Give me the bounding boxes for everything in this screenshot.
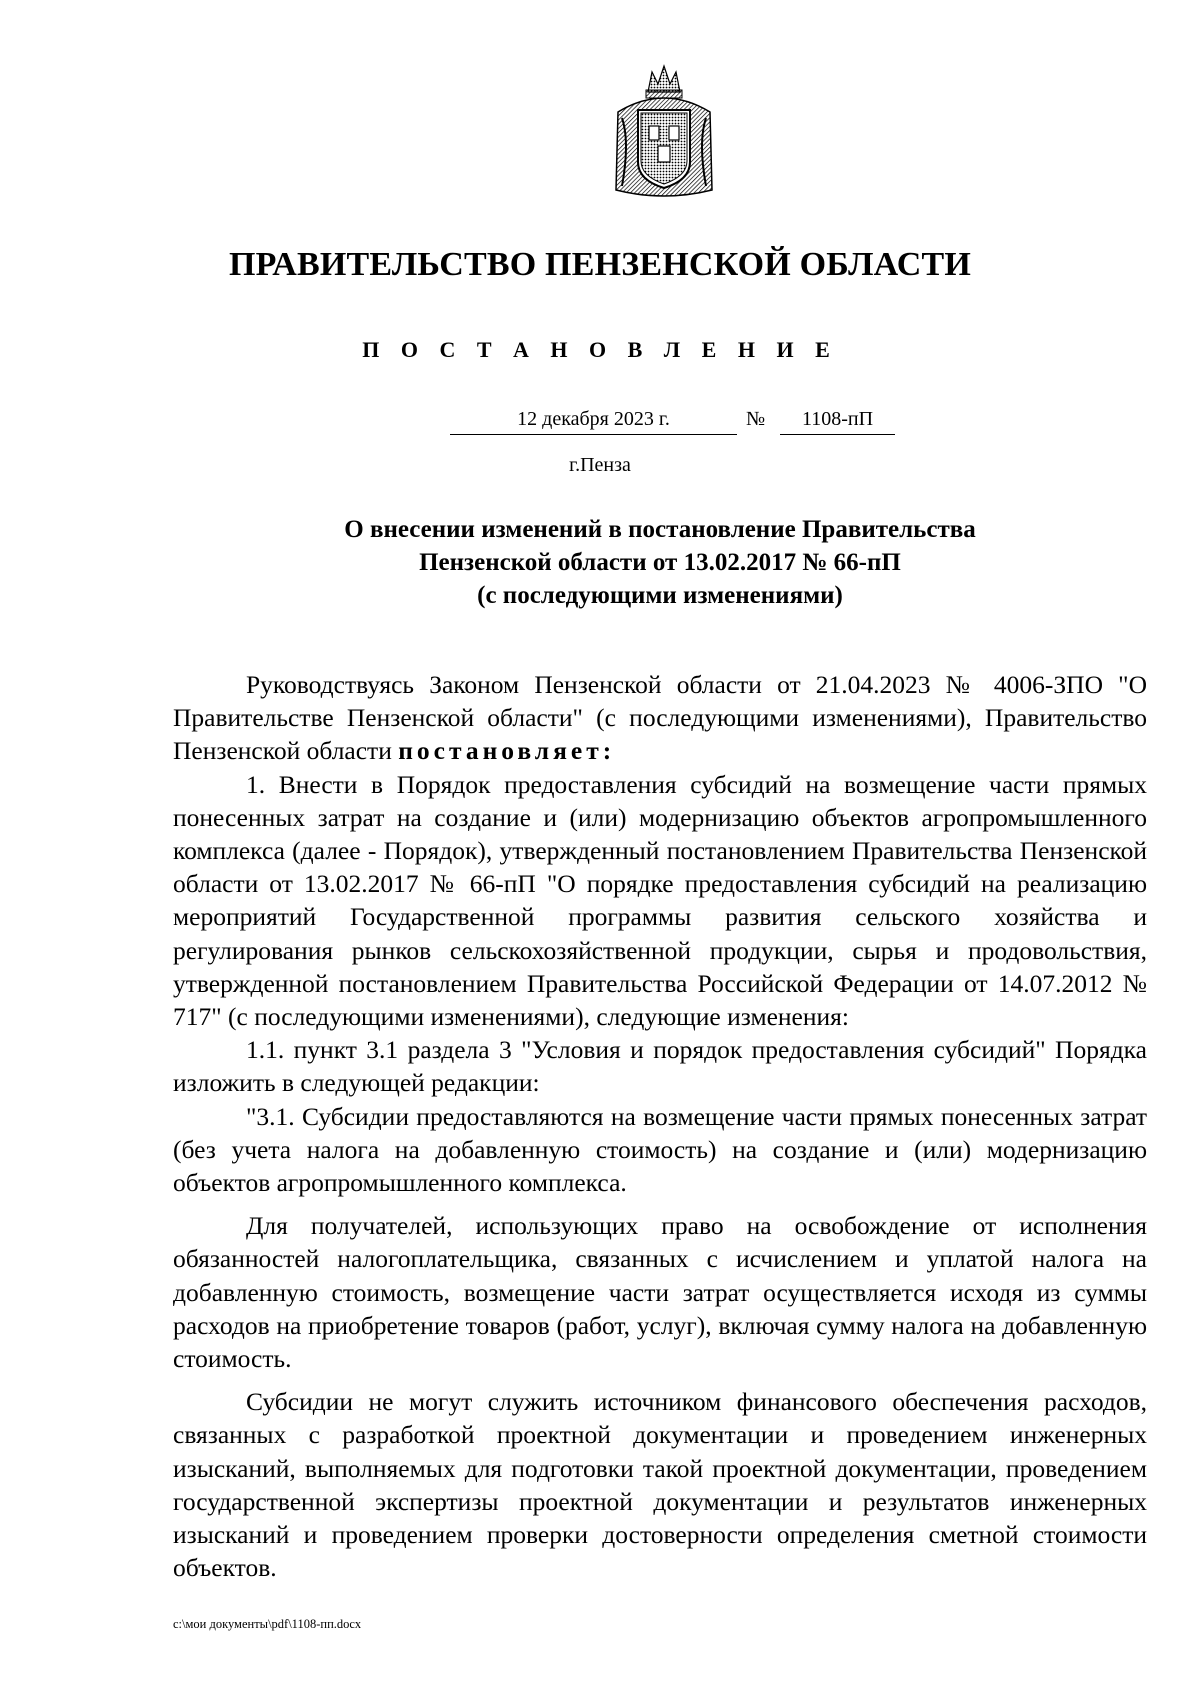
document-date: 12 декабря 2023 г.	[450, 406, 737, 435]
paragraph	[173, 668, 1147, 768]
file-path-footer: c:\мои документы\pdf\1108-пп.docx	[173, 1617, 362, 1631]
date-number-line	[450, 406, 900, 438]
heading-line: О внесении изменений в постановление Правительства	[344, 516, 976, 543]
resolution-keyword: постановляет:	[398, 736, 616, 766]
paragraph-text: Руководствуясь Законом Пензенской области от 21.04.2023 № 4006-ЗПО "О Правительстве Пензенской области" (с последующими изменениями), Правительство Пензенской области	[173, 670, 1147, 766]
paragraph: 1. Внести в Порядок предоставления субсидий на возмещение части прямых понесенных затрат на создание и (или) модернизацию объектов агропромышленного комплекса (далее - Порядок), утвержденный постановлением Правительства Пензенской области от 13.02.2017 № 66-пП "О порядке предоставления субсидий на реализацию мероприятий Государственной программы развития сельского хозяйства и регулирования рынков сельскохозяйственной продукции, сырья и продовольствия, утвержденной постановлением Правительства Российской Федерации от 14.07.2012 № 717" (с последующими изменениями), следующие изменения:	[173, 769, 1147, 1032]
paragraph: 1.1. пункт 3.1 раздела 3 "Условия и порядок предоставления субсидий" Порядка изложить в следующей редакции:	[173, 1035, 1147, 1098]
heading-line: Пензенской области от 13.02.2017 № 66-пП	[419, 549, 901, 576]
document-type: П О С Т А Н О В Л Е Н И Е	[362, 337, 838, 362]
paragraph: Субсидии не могут служить источником финансового обеспечения расходов, связанных с разработкой проектной документации и проведением инженерных изысканий, выполняемых для подготовки такой проектной документации, проведением государственной экспертизы проектной документации и результатов инженерных изысканий и проведением проверки достоверности определения сметной стоимости объектов.	[173, 1387, 1147, 1583]
paragraph: Для получателей, использующих право на освобождение от исполнения обязанностей налогоплательщика, связанных с исчислением и уплатой налога на добавленную стоимость, возмещение части затрат осуществляется исходя из суммы расходов на приобретение товаров (работ, услуг), включая сумму налога на добавленную стоимость.	[173, 1211, 1147, 1374]
heading-line: (с последующими изменениями)	[477, 582, 843, 609]
coat-of-arms-icon	[608, 62, 720, 204]
document-number: 1108-пП	[780, 406, 895, 435]
government-name: ПРАВИТЕЛЬСТВО ПЕНЗЕНСКОЙ ОБЛАСТИ	[228, 246, 971, 283]
number-sign: №	[746, 408, 766, 430]
document-heading	[210, 513, 1110, 612]
document-city: г.Пенза	[569, 454, 631, 476]
paragraph: "3.1. Субсидии предоставляются на возмещение части прямых понесенных затрат (без учета налога на добавленную стоимость) на создание и (или) модернизацию объектов агропромышленного комплекса.	[173, 1101, 1147, 1198]
document-body	[173, 668, 1147, 1584]
